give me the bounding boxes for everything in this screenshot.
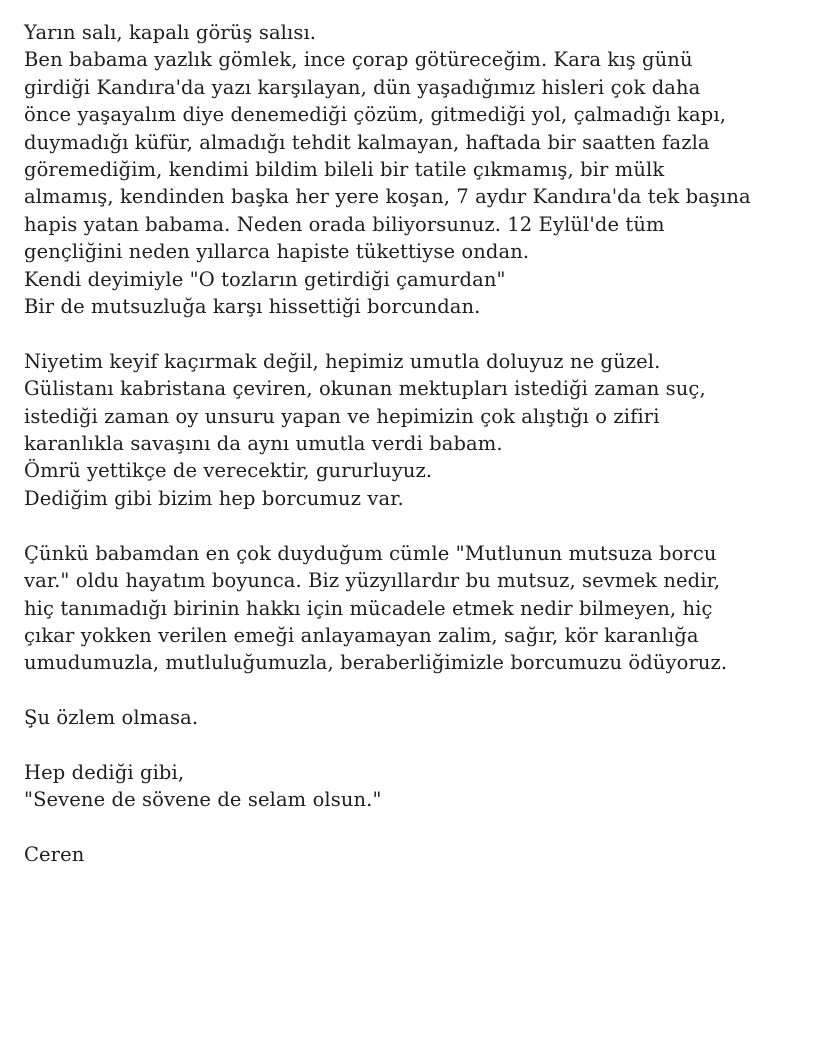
signature	[24, 841, 804, 868]
text-line: Ben babama yazlık gömlek, ince çorap götüreceğim. Kara kış günü	[24, 48, 693, 72]
paragraph-visit	[24, 19, 804, 320]
text-line: Şu özlem olmasa.	[24, 706, 199, 730]
text-line: Hep dediği gibi,	[24, 760, 185, 784]
text-line: "Sevene de sövene de selam olsun."	[24, 788, 382, 812]
text-line: hiç tanımadığı birinin hakkı için mücadele etmek nedir bilmeyen, hiç	[24, 596, 713, 620]
text-line: girdiği Kandıra'da yazı karşılayan, dün yaşadığımız hisleri çok daha	[24, 75, 701, 99]
paragraph-closing-quote	[24, 759, 804, 814]
text-line: var." oldu hayatım boyunca. Biz yüzyıllardır bu mutsuz, sevmek nedir,	[24, 569, 721, 593]
text-line: göremediğim, kendimi bildim bileli bir tatile çıkmamış, bir mülk	[24, 158, 665, 182]
text-line: Ömrü yettikçe de verecektir, gururluyuz.	[24, 459, 433, 483]
text-line: çıkar yokken verilen emeği anlayamayan zalim, sağır, kör karanlığa	[24, 623, 699, 647]
text-line: karanlıkla savaşını da aynı umutla verdi babam.	[24, 432, 503, 456]
paragraph-hope	[24, 348, 804, 512]
text-line: Gülistanı kabristana çeviren, okunan mektupları istediği zaman suç,	[24, 377, 706, 401]
text-line: umudumuzla, mutluluğumuzla, beraberliğimizle borcumuzu ödüyoruz.	[24, 651, 728, 675]
text-line: Yarın salı, kapalı görüş salısı.	[24, 21, 317, 44]
text-line: Kendi deyimiyle "O tozların getirdiği çamurdan"	[24, 267, 506, 291]
text-line: Çünkü babamdan en çok duyduğum cümle "Mutlunun mutsuza borcu	[24, 541, 717, 565]
paragraph-longing	[24, 704, 804, 731]
text-line: Dediğim gibi bizim hep borcumuz var.	[24, 486, 404, 510]
text-line: önce yaşayalım diye denemediği çözüm, gitmediği yol, çalmadığı kapı,	[24, 103, 726, 127]
signature-name: Ceren	[24, 843, 85, 867]
text-line: istediği zaman oy unsuru yapan ve hepimizin çok alıştığı o zifiri	[24, 404, 660, 428]
text-line: Bir de mutsuzluğa karşı hissettiği borcundan.	[24, 295, 481, 319]
paragraph-debt	[24, 540, 804, 677]
letter-body	[24, 19, 804, 869]
text-line: almamış, kendinden başka her yere koşan, 7 aydır Kandıra'da tek başına	[24, 185, 751, 209]
text-line: Niyetim keyif kaçırmak değil, hepimiz umutla doluyuz ne güzel.	[24, 349, 661, 373]
text-line: duymadığı küfür, almadığı tehdit kalmayan, haftada bir saatten fazla	[24, 130, 710, 154]
text-line: gençliğini neden yıllarca hapiste tükettiyse ondan.	[24, 240, 530, 264]
text-line: hapis yatan babama. Neden orada biliyorsunuz. 12 Eylül'de tüm	[24, 212, 665, 236]
